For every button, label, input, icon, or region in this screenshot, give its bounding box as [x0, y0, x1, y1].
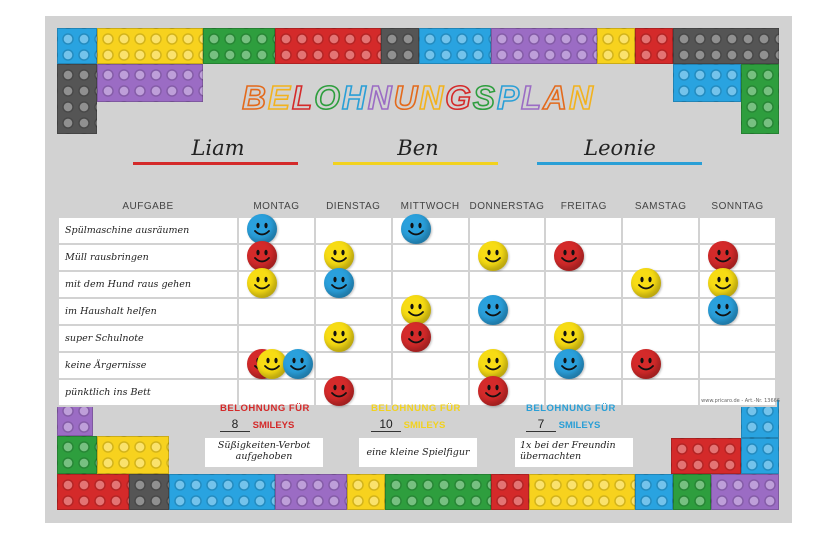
day-cell[interactable] — [392, 217, 469, 244]
brick — [97, 436, 169, 474]
reward-unit: SMILEYS — [252, 420, 295, 431]
day-cell[interactable] — [469, 379, 546, 406]
smiley-sticker[interactable] — [478, 295, 508, 325]
brick — [711, 474, 779, 510]
smiley-sticker[interactable] — [708, 268, 738, 298]
credit-text: www.pricaro.de - Art.-Nr. 13666 — [701, 398, 780, 404]
day-cell[interactable] — [545, 379, 622, 406]
task-table — [57, 196, 777, 407]
task-label: Müll rausbringen — [58, 244, 238, 271]
day-cell[interactable] — [315, 244, 392, 271]
day-cell[interactable] — [545, 325, 622, 352]
day-cell[interactable] — [699, 217, 776, 244]
task-label: super Schulnote — [58, 325, 238, 352]
brick — [597, 28, 635, 64]
column-header-day: MITTWOCH — [400, 200, 460, 212]
child-name-underline — [537, 162, 702, 165]
brick — [347, 474, 385, 510]
task-row — [58, 271, 776, 298]
brick — [635, 474, 673, 510]
smiley-sticker[interactable] — [324, 322, 354, 352]
day-cell[interactable] — [699, 325, 776, 352]
day-cell[interactable] — [469, 298, 546, 325]
reward-threshold — [371, 417, 445, 432]
day-cell[interactable] — [315, 217, 392, 244]
smiley-sticker[interactable] — [401, 214, 431, 244]
brick — [385, 474, 491, 510]
smiley-sticker[interactable] — [478, 349, 508, 379]
brick — [635, 28, 673, 64]
smiley-sticker[interactable] — [478, 241, 508, 271]
day-cell[interactable] — [699, 244, 776, 271]
reward-heading: BELOHNUNG FÜR — [526, 403, 616, 414]
task-row — [58, 217, 776, 244]
smiley-sticker[interactable] — [708, 295, 738, 325]
brick — [491, 28, 597, 64]
brick — [57, 436, 97, 474]
brick — [529, 474, 635, 510]
brick — [97, 28, 203, 64]
day-cell[interactable] — [238, 244, 315, 271]
day-cell[interactable] — [699, 298, 776, 325]
column-header-day: DONNERSTAG — [469, 200, 545, 212]
reward-count: 7 — [526, 417, 556, 432]
day-cell[interactable] — [238, 298, 315, 325]
day-cell[interactable] — [315, 271, 392, 298]
day-cell[interactable] — [622, 352, 699, 379]
day-cell[interactable] — [699, 271, 776, 298]
child-name-liam: Liam — [191, 136, 245, 160]
column-header-day: SONNTAG — [711, 200, 764, 212]
reward-threshold — [526, 417, 600, 432]
day-cell[interactable] — [545, 298, 622, 325]
day-cell[interactable] — [622, 217, 699, 244]
day-cell[interactable] — [622, 325, 699, 352]
reward-unit: SMILEYS — [558, 420, 601, 431]
smiley-sticker[interactable] — [554, 349, 584, 379]
reward-description: eine kleine Spielfigur — [359, 438, 477, 467]
brick — [673, 474, 711, 510]
reward-description: 1x bei der Freundin übernachten — [515, 438, 633, 467]
day-cell[interactable] — [699, 352, 776, 379]
brick — [57, 474, 129, 510]
task-row — [58, 379, 776, 406]
day-cell[interactable] — [238, 271, 315, 298]
smiley-sticker[interactable] — [401, 295, 431, 325]
day-cell[interactable] — [315, 325, 392, 352]
day-cell[interactable] — [238, 352, 315, 379]
smiley-sticker[interactable] — [324, 241, 354, 271]
day-cell[interactable] — [315, 298, 392, 325]
smiley-sticker[interactable] — [631, 349, 661, 379]
day-cell[interactable] — [315, 379, 392, 406]
brick — [419, 28, 491, 64]
smiley-sticker[interactable] — [283, 349, 313, 379]
day-cell[interactable] — [469, 325, 546, 352]
brick — [57, 28, 97, 64]
day-cell[interactable] — [622, 271, 699, 298]
child-name-underline — [333, 162, 498, 165]
day-cell[interactable] — [392, 271, 469, 298]
day-cell[interactable] — [545, 217, 622, 244]
day-cell[interactable] — [469, 244, 546, 271]
day-cell[interactable] — [238, 379, 315, 406]
brick — [671, 438, 741, 474]
brick — [129, 474, 169, 510]
task-row — [58, 352, 776, 379]
brick — [275, 28, 381, 64]
day-cell[interactable] — [622, 298, 699, 325]
task-label: keine Ärgernisse — [58, 352, 238, 379]
task-row — [58, 325, 776, 352]
day-cell[interactable] — [622, 244, 699, 271]
day-cell[interactable] — [392, 298, 469, 325]
smiley-sticker[interactable] — [247, 214, 277, 244]
day-cell[interactable] — [238, 217, 315, 244]
day-cell[interactable] — [469, 271, 546, 298]
reward-description: Süßigkeiten-Verbot aufgehoben — [205, 438, 323, 467]
reward-threshold — [220, 417, 294, 432]
task-row — [58, 244, 776, 271]
brick — [673, 28, 779, 64]
column-header-day: FREITAG — [560, 200, 607, 212]
day-cell[interactable] — [469, 217, 546, 244]
reward-heading: BELOHNUNG FÜR — [371, 403, 461, 414]
column-header-day: DIENSTAG — [326, 200, 381, 212]
day-cell[interactable] — [392, 325, 469, 352]
reward-chart-board — [45, 16, 792, 523]
brick — [203, 28, 275, 64]
brick — [169, 474, 275, 510]
smiley-sticker[interactable] — [324, 268, 354, 298]
reward-unit: SMILEYS — [403, 420, 446, 431]
task-label: pünktlich ins Bett — [58, 379, 238, 406]
task-label: Spülmaschine ausräumen — [58, 217, 238, 244]
brick — [741, 438, 779, 474]
smiley-sticker[interactable] — [478, 376, 508, 406]
day-cell[interactable] — [392, 244, 469, 271]
day-cell[interactable] — [238, 325, 315, 352]
day-cell[interactable] — [545, 244, 622, 271]
smiley-sticker[interactable] — [247, 268, 277, 298]
smiley-sticker[interactable] — [708, 241, 738, 271]
brick — [491, 474, 529, 510]
smiley-sticker[interactable] — [631, 268, 661, 298]
task-row — [58, 298, 776, 325]
day-cell[interactable] — [392, 379, 469, 406]
brick — [275, 474, 347, 510]
day-cell[interactable] — [392, 352, 469, 379]
child-name-ben: Ben — [397, 136, 439, 160]
day-cell[interactable] — [622, 379, 699, 406]
day-cell[interactable] — [545, 352, 622, 379]
task-label: mit dem Hund raus gehen — [58, 271, 238, 298]
child-name-underline — [133, 162, 298, 165]
brick — [381, 28, 419, 64]
column-header-task: AUFGABE — [122, 200, 174, 212]
smiley-sticker[interactable] — [324, 376, 354, 406]
column-header-day: MONTAG — [253, 200, 300, 212]
smiley-sticker[interactable] — [554, 322, 584, 352]
smiley-sticker[interactable] — [401, 322, 431, 352]
page-title: BELOHNUNGSPLAN — [242, 79, 595, 116]
child-name-leonie: Leonie — [584, 136, 656, 160]
task-label: im Haushalt helfen — [58, 298, 238, 325]
column-header-day: SAMSTAG — [634, 200, 687, 212]
smiley-sticker[interactable] — [247, 241, 277, 271]
reward-heading: BELOHNUNG FÜR — [220, 403, 310, 414]
reward-count: 8 — [220, 417, 250, 432]
smiley-sticker[interactable] — [554, 241, 584, 271]
day-cell[interactable] — [469, 352, 546, 379]
day-cell[interactable] — [315, 352, 392, 379]
reward-count: 10 — [371, 417, 401, 432]
day-cell[interactable] — [545, 271, 622, 298]
